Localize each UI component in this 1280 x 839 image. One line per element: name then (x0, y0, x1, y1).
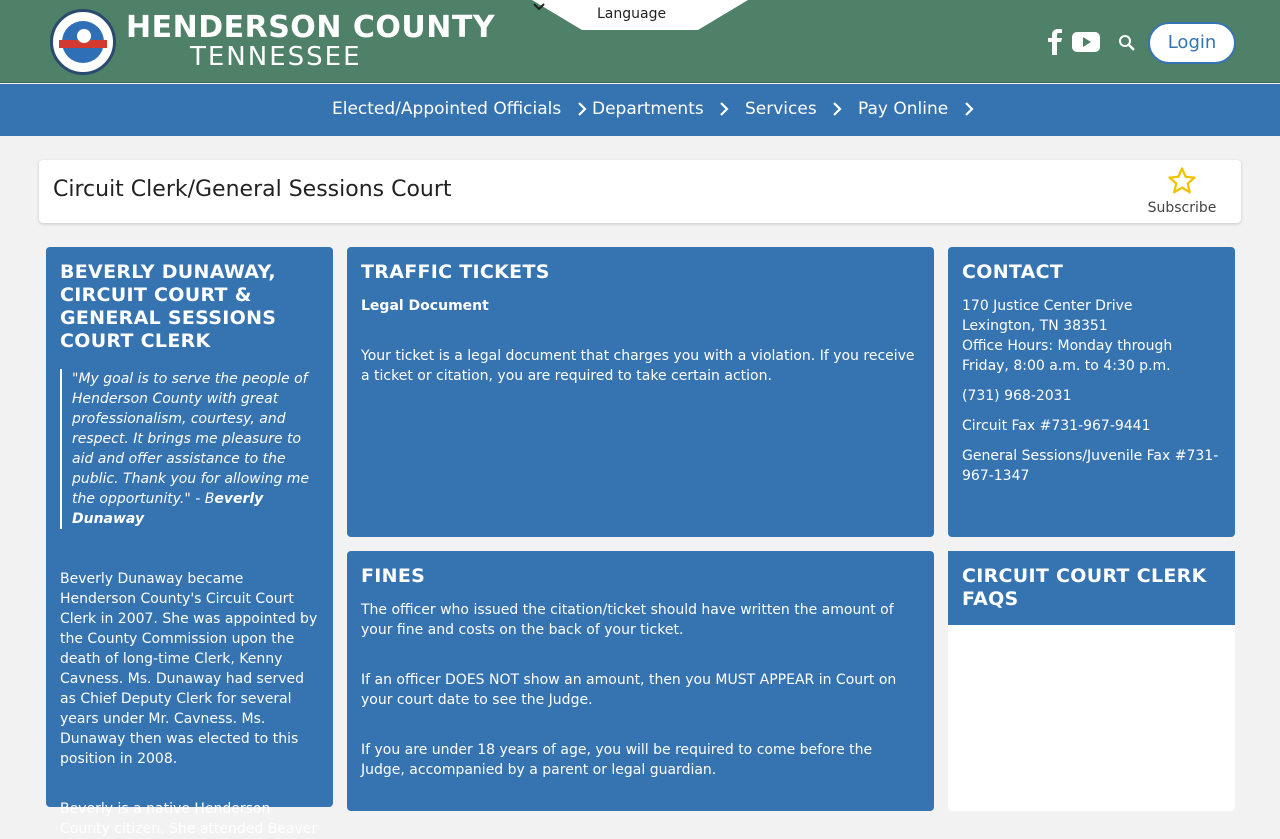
seal-emblem (77, 29, 91, 43)
subscribe-label: Subscribe (1147, 200, 1217, 216)
contact-heading: CONTACT (962, 261, 1064, 283)
nav-item-departments[interactable] (592, 99, 729, 119)
traffic-heading: TRAFFIC TICKETS (361, 261, 550, 283)
fines-paragraph-3: If you are under 18 years of age, you will be required to come before the Judge, accompanied by a parent or legal guardian. (361, 742, 873, 778)
page-title-bar (39, 160, 1241, 223)
contact-phone[interactable]: (731) 968-2031 (962, 388, 1072, 404)
language-selector[interactable] (532, 0, 748, 30)
nav-item-elected-officials[interactable] (332, 99, 587, 119)
county-seal-logo[interactable] (50, 9, 116, 75)
nav-item-label: Services (745, 99, 817, 119)
fines-paragraph-1: The officer who issued the citation/ticket should have written the amount of your fine and costs on the back of your ticket. (361, 602, 894, 638)
fines-heading: FINES (361, 565, 426, 587)
contact-card (948, 247, 1235, 537)
clerk-bio-paragraph: Beverly Dunaway became Henderson County's Circuit Court Clerk in 2007. She was appointed by the County Commission upon the death of long-time Clerk, Kenny Cavness. Ms. Dunaway had served as Chief Deputy Clerk for several years under Mr. Cavness. Ms. Dunaway then was elected to this position in 2008. (60, 571, 318, 767)
faq-heading[interactable]: CIRCUIT COURT CLERK FAQS (962, 565, 1207, 610)
contact-circuit-fax: Circuit Fax #731-967-9441 (962, 418, 1151, 434)
chevron-down-icon (532, 0, 546, 14)
fines-paragraph-2: If an officer DOES NOT show an amount, then you MUST APPEAR in Court on your court date to see the Judge. (361, 672, 897, 708)
login-button[interactable]: Login (1148, 22, 1236, 64)
clerk-bio-paragraph-2: Beverly is a native Henderson County citizen. She attended Beaver (60, 801, 318, 837)
youtube-icon[interactable] (1072, 32, 1100, 52)
faq-header (948, 551, 1235, 625)
traffic-tickets-card (347, 247, 934, 537)
facebook-icon[interactable] (1046, 29, 1064, 55)
clerk-quote (60, 369, 319, 529)
nav-item-pay-online[interactable] (858, 99, 974, 119)
subscribe-button[interactable] (1147, 166, 1217, 216)
main-nav (0, 84, 1280, 136)
chevron-right-icon (719, 101, 729, 117)
nav-item-services[interactable] (745, 99, 842, 119)
contact-address-line2: Lexington, TN 38351 (962, 318, 1108, 334)
page-title: Circuit Clerk/General Sessions Court (53, 177, 452, 202)
language-label: Language (597, 6, 667, 22)
brand-title[interactable]: HENDERSON COUNTY (126, 10, 496, 45)
site-header (0, 0, 1280, 83)
nav-item-label: Departments (592, 99, 704, 119)
chevron-right-icon (832, 101, 842, 117)
chevron-right-icon (964, 101, 974, 117)
quote-signature: everly Dunaway (72, 491, 264, 527)
clerk-profile-card (46, 247, 333, 837)
search-icon[interactable] (1118, 34, 1136, 52)
traffic-subheading: Legal Document (361, 298, 489, 314)
contact-hours: Office Hours: Monday through Friday, 8:00 a.m. to 4:30 p.m. (962, 338, 1173, 374)
quote-text: "My goal is to serve the people of Henderson County with great professionalism, courtesy, and respect. It brings me pleasure to aid and offer assistance to the public. Thank you for allowing me the opportunity." - B (72, 371, 310, 507)
nav-item-label: Elected/Appointed Officials (332, 99, 562, 119)
contact-gs-fax: General Sessions/Juvenile Fax #731-967-1347 (962, 448, 1219, 484)
brand-subtitle[interactable]: TENNESSEE (190, 42, 362, 72)
contact-address-line1: 170 Justice Center Drive (962, 298, 1133, 314)
fines-card (347, 551, 934, 811)
star-icon (1167, 166, 1197, 196)
chevron-right-icon (577, 101, 587, 117)
faq-card (948, 551, 1235, 811)
traffic-body: Your ticket is a legal document that charges you with a violation. If you receive a ticket or citation, you are required to take certain action. (361, 348, 915, 384)
nav-item-label: Pay Online (858, 99, 949, 119)
clerk-heading: BEVERLY DUNAWAY, CIRCUIT COURT & GENERAL SESSIONS COURT CLERK (60, 261, 277, 352)
